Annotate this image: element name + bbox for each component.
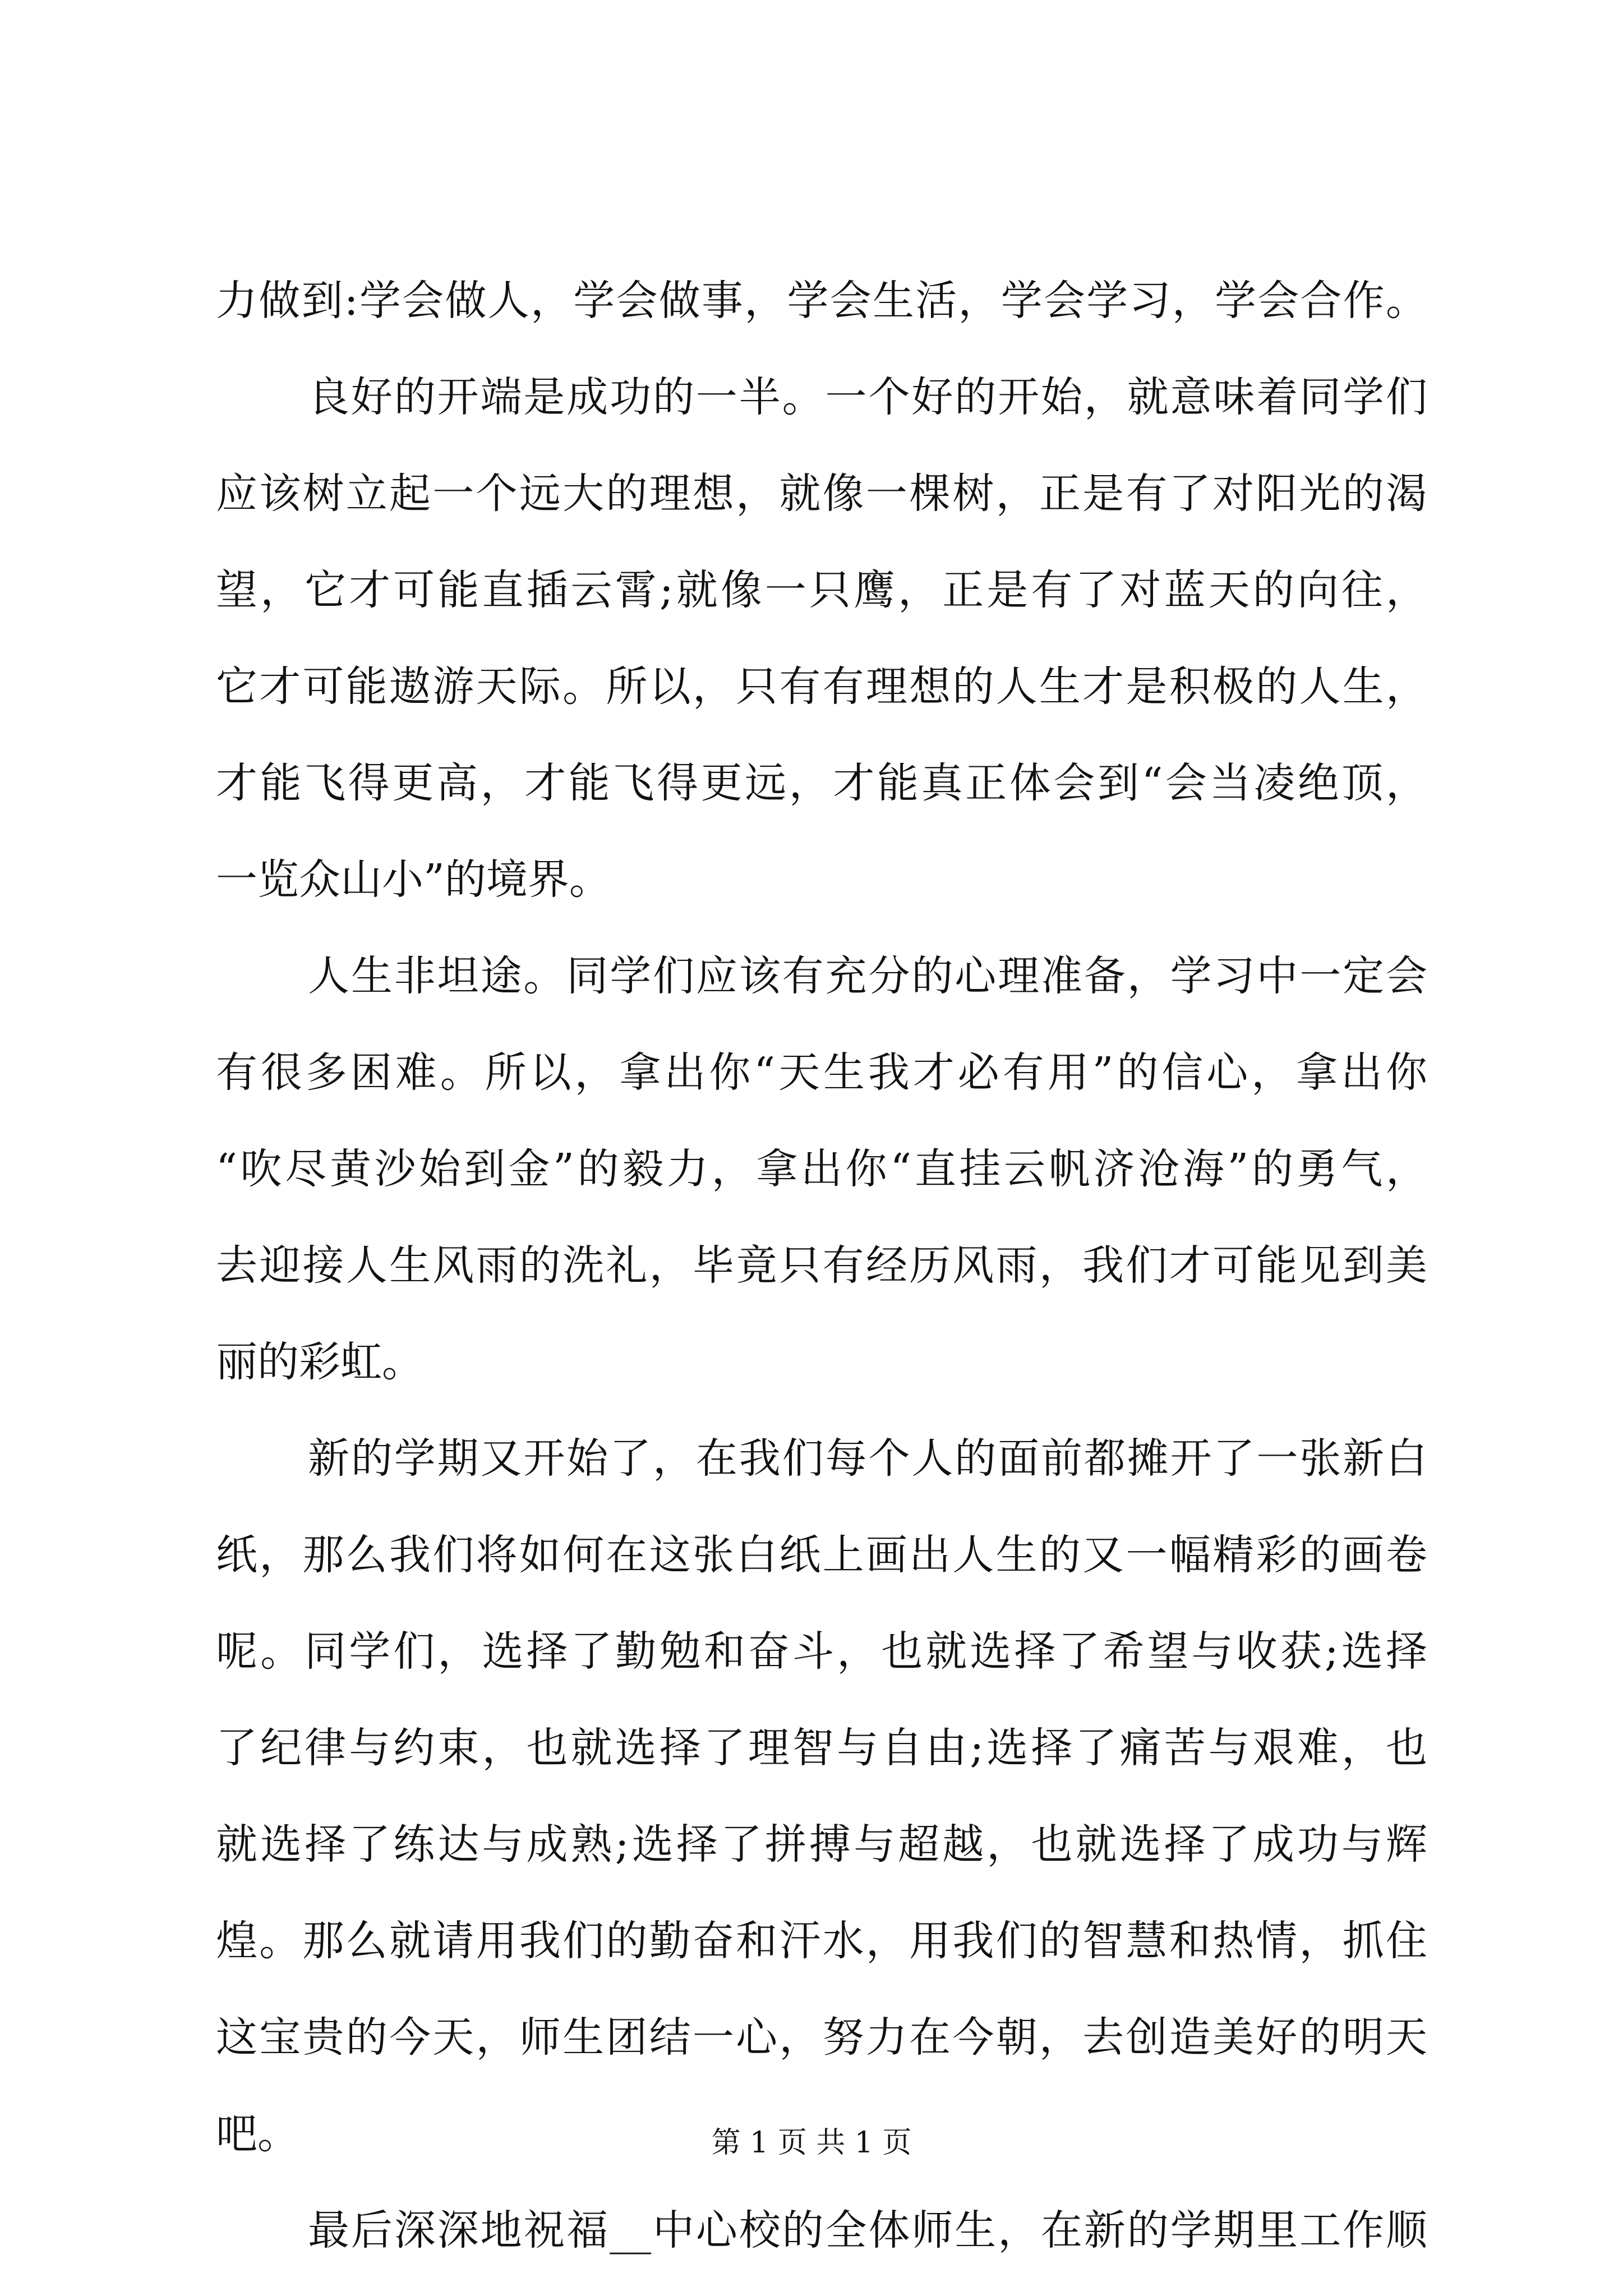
text-line: 有很多困难。所以，拿出你“天生我才必有用”的信心，拿出你 — [216, 1048, 1427, 1097]
paragraph-start-line: 人生非坦途。同学们应该有充分的心理准备，学习中一定会 — [308, 952, 1427, 1000]
paragraph-end-line: 丽的彩虹。 — [216, 1338, 423, 1386]
text-line: 就选择了练达与成熟;选择了拼搏与超越，也就选择了成功与辉 — [216, 1820, 1427, 1869]
text-line: 去迎接人生风雨的洗礼，毕竟只有经历风雨，我们才可能见到美 — [216, 1241, 1427, 1290]
page-number-footer: 第 1 页 共 1 页 — [711, 2126, 912, 2160]
text-line: 它才可能遨游天际。所以，只有有理想的人生才是积极的人生， — [216, 662, 1427, 711]
text-line: 才能飞得更高，才能飞得更远，才能真正体会到“会当凌绝顶， — [216, 759, 1427, 807]
text-line: 应该树立起一个远大的理想，就像一棵树，正是有了对阳光的渴 — [216, 470, 1427, 518]
text-line: 这宝贵的今天，师生团结一心，努力在今朝，去创造美好的明天 — [216, 2013, 1427, 2062]
text-line: 力做到:学会做人，学会做事，学会生活，学会学习，学会合作。 — [216, 277, 1427, 325]
body-text — [216, 252, 1427, 2279]
text-line: 呢。同学们，选择了勤勉和奋斗，也就选择了希望与收获;选择 — [216, 1627, 1427, 1676]
paragraph-start-line: 新的学期又开始了，在我们每个人的面前都摊开了一张新白 — [308, 1434, 1427, 1483]
text-line: 望，它才可能直插云霄;就像一只鹰，正是有了对蓝天的向往， — [216, 566, 1427, 614]
text-line: 了纪律与约束，也就选择了理智与自由;选择了痛苦与艰难，也 — [216, 1724, 1427, 1772]
text-line: 煌。那么就请用我们的勤奋和汗水，用我们的智慧和热情，抓住 — [216, 1917, 1427, 1965]
text-line: “吹尽黄沙始到金”的毅力，拿出你“直挂云帆济沧海”的勇气， — [216, 1145, 1427, 1193]
paragraph-start-line: 最后深深地祝福__中心校的全体师生，在新的学期里工作顺 — [308, 2206, 1427, 2254]
text-line: 纸，那么我们将如何在这张白纸上画出人生的又一幅精彩的画卷 — [216, 1531, 1427, 1579]
paragraph-end-line: 吧。 — [216, 2110, 299, 2158]
paragraph-end-line: 一览众山小”的境界。 — [216, 855, 611, 904]
paragraph-start-line: 良好的开端是成功的一半。一个好的开始，就意味着同学们 — [308, 373, 1427, 421]
